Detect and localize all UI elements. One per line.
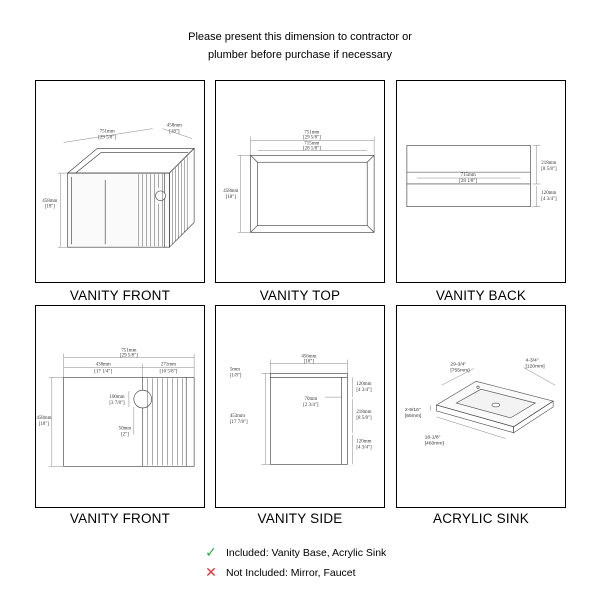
hole-offset-mm: 50mm [118, 426, 132, 432]
back-width-in: [28 1/8"] [459, 178, 478, 184]
sink-height-mm: [65mm] [404, 413, 422, 419]
caption-vanity-side: VANITY SIDE [257, 511, 343, 526]
sink-width-mm: [755mm] [450, 368, 470, 374]
back-lower-mm: 120mm [541, 190, 557, 196]
legend-not-included-text: Not Included: Mirror, Faucet [226, 566, 356, 579]
front-width-mm: 751mm [121, 348, 137, 354]
iso-height-mm: 458mm [42, 198, 58, 204]
caption-acrylic-sink: ACRYLIC SINK [433, 511, 529, 526]
top-inner-width-mm: 715mm [304, 141, 320, 147]
side-height-in: [17 7/8"] [229, 419, 248, 425]
side-a-mm: 120mm [356, 382, 372, 388]
panel-acrylic-sink [396, 305, 566, 508]
top-depth-in: [18"] [225, 194, 236, 200]
front-height-in: [18"] [38, 421, 50, 427]
hole-dia-mm: 100mm [109, 395, 125, 401]
iso-depth-in: [18"] [169, 129, 180, 135]
back-upper-in: [8 5/8"] [541, 167, 557, 173]
side-mid-mm: 70mm [304, 397, 318, 403]
side-mid-in: [2 3/4"] [303, 403, 319, 409]
legend-included-text: Included: Vanity Base, Acrylic Sink [226, 546, 387, 559]
front-left-mm: 438mm [95, 362, 111, 368]
side-width-mm: 456mm [301, 354, 317, 360]
front-flutes [148, 378, 183, 465]
side-height-mm: 453mm [229, 413, 245, 419]
back-width-mm: 715mm [460, 173, 476, 179]
back-upper-mm: 218mm [541, 161, 557, 167]
iso-height-in: [18"] [44, 204, 55, 210]
hole-dia-in: [3 7/8"] [109, 401, 125, 407]
vanity-top-drawing [216, 81, 384, 282]
sink-width-in: 29-3/4" [450, 362, 467, 368]
caption-vanity-front-1: VANITY FRONT [69, 288, 171, 303]
front-right-mm: 271mm [160, 362, 176, 368]
iso-width-mm: 751mm [99, 129, 115, 135]
sink-height-in: 2-9/16" [404, 407, 421, 413]
side-b-mm: 218mm [356, 409, 372, 415]
side-c-in: [4 3/4"] [356, 445, 372, 451]
cross-icon: ✕ [205, 564, 217, 580]
instruction-line-1: Please present this dimension to contractor or [188, 31, 412, 43]
hole-offset-in: [2"] [121, 432, 129, 438]
panel-vanity-front-iso [35, 80, 205, 283]
caption-vanity-back: VANITY BACK [435, 288, 527, 303]
panel-vanity-front-elev [35, 305, 205, 508]
caption-vanity-top: VANITY TOP [259, 288, 341, 303]
legend-included [202, 544, 386, 561]
vanity-back-drawing [397, 81, 565, 282]
iso-depth-mm: 458mm [166, 123, 182, 129]
sink-radius-in: 4-3/4" [525, 358, 539, 364]
vanity-iso-drawing [36, 81, 204, 282]
side-top-mm: 5mm [229, 367, 240, 373]
back-lower-in: [4 3/4"] [541, 196, 557, 202]
panel-vanity-back [396, 80, 566, 283]
check-icon: ✓ [205, 544, 217, 560]
side-top-in: [1/8"] [229, 373, 242, 379]
side-a-in: [4 3/4"] [356, 388, 372, 394]
sink-depth-in: 18-1/8" [424, 435, 441, 441]
side-c-mm: 120mm [356, 439, 372, 445]
vanity-front-drawing [36, 306, 204, 507]
panel-vanity-side [215, 305, 385, 508]
top-inner-width-in: [28 1/8"] [302, 146, 321, 152]
caption-vanity-front-2: VANITY FRONT [69, 511, 171, 526]
top-width-mm: 751mm [304, 130, 320, 136]
top-depth-mm: 458mm [223, 188, 239, 194]
instruction-header [0, 28, 600, 64]
side-b-in: [8 5/8"] [356, 415, 372, 421]
iso-width-in: [29 5/8"] [98, 135, 117, 141]
top-width-in: [29 5/8"] [302, 135, 321, 141]
sink-depth-mm: [460mm] [424, 441, 444, 447]
front-right-in: [10 5/8"] [159, 369, 178, 375]
vanity-side-drawing [216, 306, 384, 507]
sink-radius-mm: [120mm] [525, 364, 545, 370]
front-height-mm: 458mm [36, 415, 52, 421]
instruction-line-2: plumber before purchase if necessary [207, 49, 393, 61]
legend-not-included [202, 564, 356, 581]
front-width-in: [29 5/8"] [119, 353, 138, 359]
front-left-in: [17 1/4"] [94, 369, 113, 375]
acrylic-sink-drawing [397, 306, 565, 507]
side-width-in: [18"] [303, 359, 315, 365]
panel-vanity-top [215, 80, 385, 283]
